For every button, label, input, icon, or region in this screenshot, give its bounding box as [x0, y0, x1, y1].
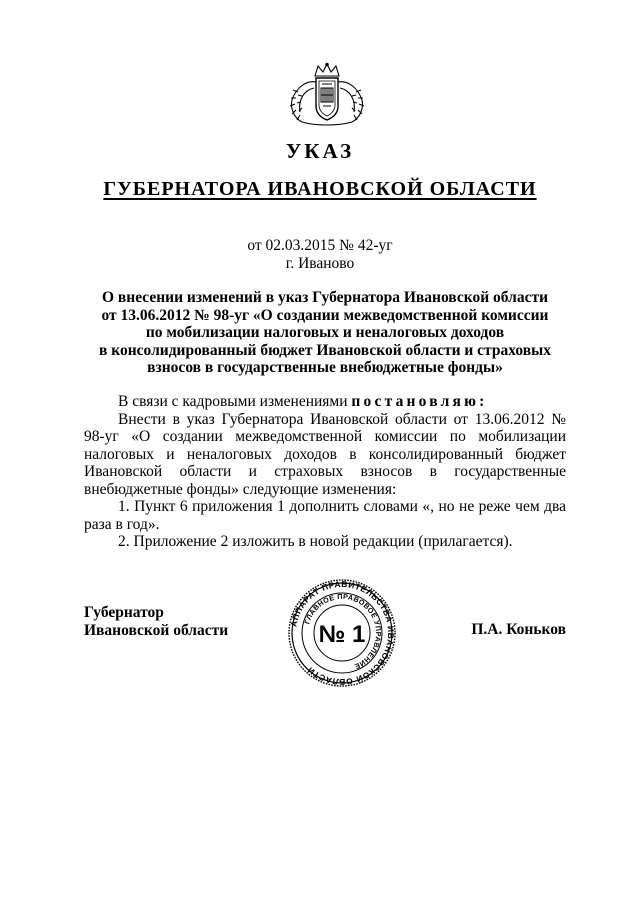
subject-line: О внесении изменений в указ Губернатора Ивановской области [101, 289, 549, 306]
coat-of-arms-emblem [288, 62, 366, 126]
decree-city: г. Иваново [285, 255, 355, 272]
decree-issuer: ГУБЕРНАТОРА ИВАНОВСКОЙ ОБЛАСТИ [103, 178, 537, 200]
body-item-2: 2. Приложение 2 изложить в новой редакции (прилагается). [118, 533, 513, 550]
body-item-1: 1. Пункт 6 приложения 1 дополнить словами «, но не реже чем два раза в год». [84, 498, 566, 533]
subject-line: по мобилизации налоговых и неналоговых доходов [145, 324, 505, 341]
stamp-inner-text: ГЛАВНОЕ ПРАВОВОЕ УПРАВЛЕНИЕ [302, 591, 384, 672]
body-paragraph-1: Внести в указ Губернатора Ивановской области от 13.06.2012 № 98-уг «О создании межведомственной комиссии по мобилизации налоговых и неналоговых доходов в консолидированный бюджет Ивановской области и страховых взносов в государственные внебюджетные фонды» следующие изменения: [84, 410, 566, 498]
decree-body [84, 393, 566, 551]
signatory-title [84, 604, 228, 639]
signatory-name: П.А. Коньков [471, 621, 566, 638]
decree-word: постановляю: [351, 393, 488, 410]
intro-text: В связи с кадровыми изменениями [118, 393, 348, 410]
subject-line: от 13.06.2012 № 98-уг «О создании межведомственной комиссии [101, 306, 549, 324]
decree-date-number: от 02.03.2015 № 42-уг [247, 237, 393, 254]
signatory-title-line1: Губернатор [84, 604, 164, 621]
intro-paragraph [84, 393, 566, 411]
subject-line: взносов в государственные внебюджетные фонды» [147, 359, 503, 376]
decree-title: УКАЗ [285, 139, 355, 163]
decree-subject [90, 289, 560, 377]
subject-line: в консолидированный бюджет Ивановской области и страховых [99, 341, 551, 359]
stamp-number: № 1 [318, 621, 366, 648]
stamp-outer-text: АППАРАТ ПРАВИТЕЛЬСТВА ИВАНОВСКОЙ ОБЛАСТИ [288, 578, 397, 688]
official-stamp [286, 578, 398, 688]
signatory-title-line2: Ивановской области [84, 621, 229, 639]
